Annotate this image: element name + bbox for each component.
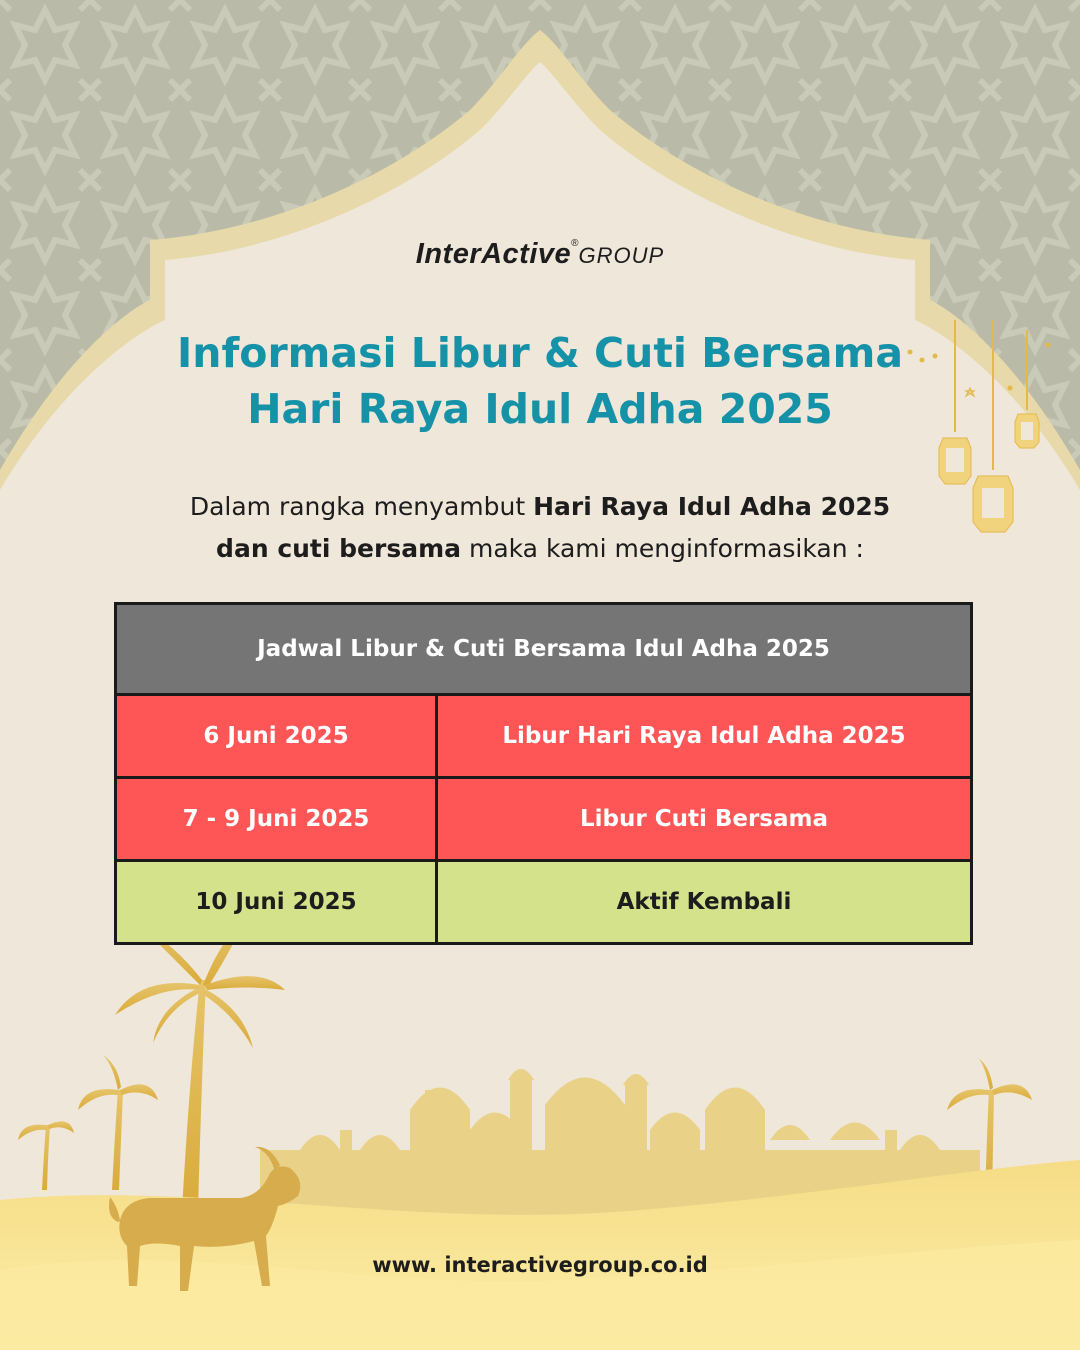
row-date: 6 Juni 2025: [116, 695, 437, 778]
row-description: Libur Cuti Bersama: [437, 778, 972, 861]
table-row: [116, 861, 972, 944]
intro-text: [0, 486, 1080, 570]
intro-line-2: [0, 528, 1080, 570]
brand-logo: [0, 238, 1080, 271]
page-title: [0, 325, 1080, 437]
title-line-2: Hari Raya Idul Adha 2025: [247, 385, 833, 433]
row-date: 10 Juni 2025: [116, 861, 437, 944]
brand-name: InterActive: [415, 238, 572, 270]
row-date: 7 - 9 Juni 2025: [116, 778, 437, 861]
table-row: [116, 778, 972, 861]
schedule-header: Jadwal Libur & Cuti Bersama Idul Adha 2025: [116, 604, 972, 695]
registered-mark: ®: [571, 238, 579, 249]
schedule-table: [114, 602, 973, 945]
intro-line-2-normal: maka kami menginformasikan :: [461, 534, 864, 563]
website-link[interactable]: www. interactivegroup.co.id: [372, 1253, 708, 1277]
intro-line-1-normal: Dalam rangka menyambut: [189, 492, 534, 521]
intro-line-1: [0, 486, 1080, 528]
schedule-header-row: [116, 604, 972, 695]
intro-line-1-bold: Hari Raya Idul Adha 2025: [533, 492, 891, 521]
intro-line-2-bold: dan cuti bersama: [216, 534, 462, 563]
brand-suffix: GROUP: [578, 243, 665, 268]
title-line-1: Informasi Libur & Cuti Bersama: [177, 329, 903, 377]
table-row: [116, 695, 972, 778]
row-description: Libur Hari Raya Idul Adha 2025: [437, 695, 972, 778]
row-description: Aktif Kembali: [437, 861, 972, 944]
